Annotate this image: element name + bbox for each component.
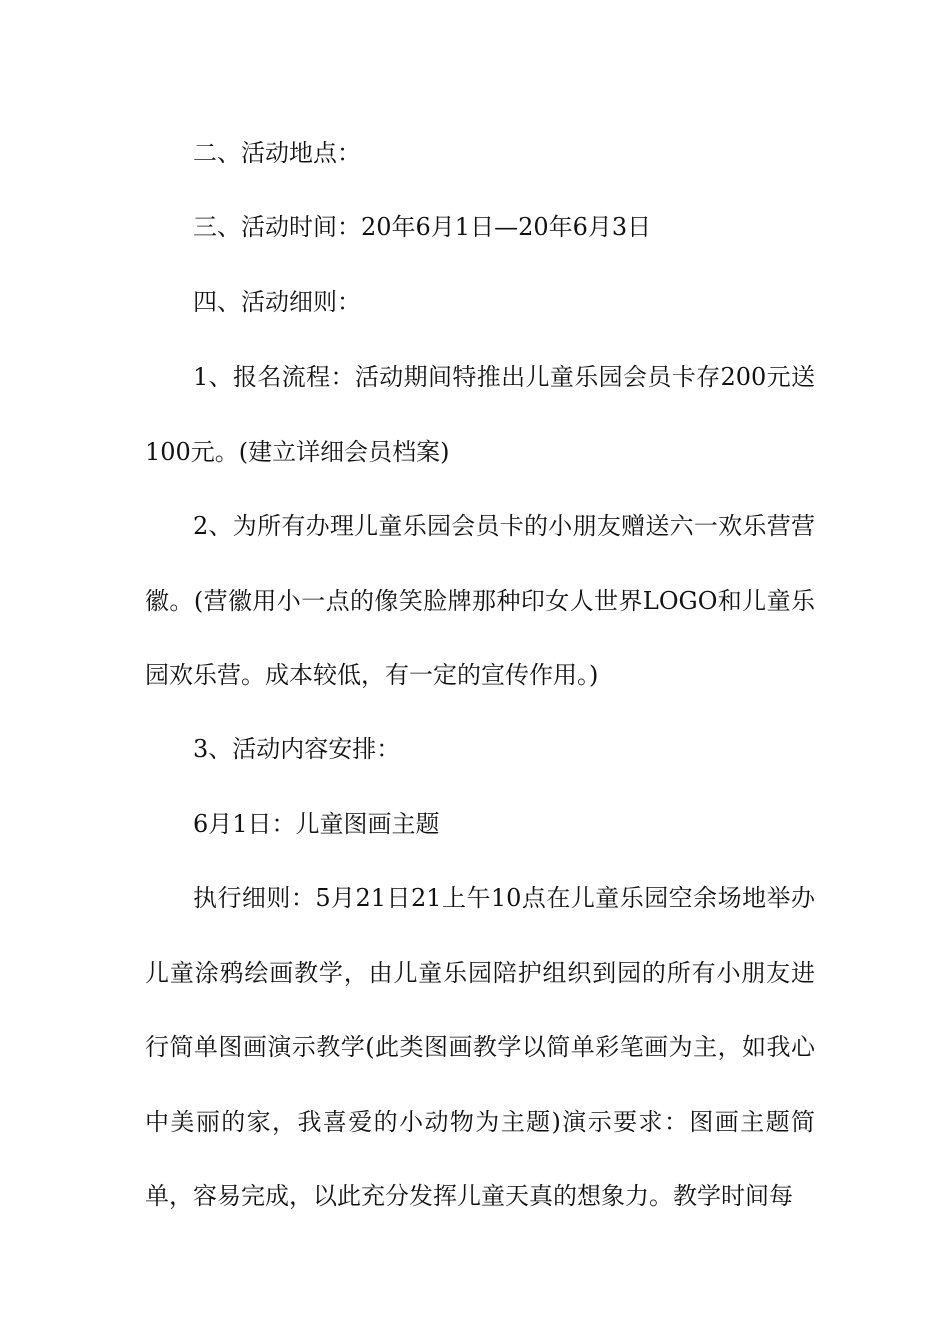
rule-badge-paragraph: 2、为所有办理儿童乐园会员卡的小朋友赠送六一欢乐营营徽。(营徽用小一点的像笑脸牌那种印女人世界LOGO和儿童乐园欢乐营。成本较低，有一定的宣传作用。) [145,512,815,689]
section-location-heading: 二、活动地点： [193,139,361,167]
execution-details-paragraph: 执行细则：5月21日21上午10点在儿童乐园空余场地举办儿童涂鸦绘画教学，由儿童乐园陪护组织到园的所有小朋友进行简单图画演示教学(此类图画教学以简单彩笔画为主，如我心中美丽的家，我喜爱的小动物为主题)演示要求：图画主题简单，容易完成，以此充分发挥儿童天真的想象力。教学时间每 [145,884,815,1210]
section-time-line: 三、活动时间：20年6月1日—20年6月3日 [193,213,652,241]
rule-registration-paragraph: 1、报名流程：活动期间特推出儿童乐园会员卡存200元送100元。(建立详细会员档案) [145,363,815,466]
section-rules-heading: 四、活动细则： [193,288,361,316]
june-first-theme-line: 6月1日：儿童图画主题 [193,810,440,838]
rule-content-heading: 3、活动内容安排： [193,735,401,763]
